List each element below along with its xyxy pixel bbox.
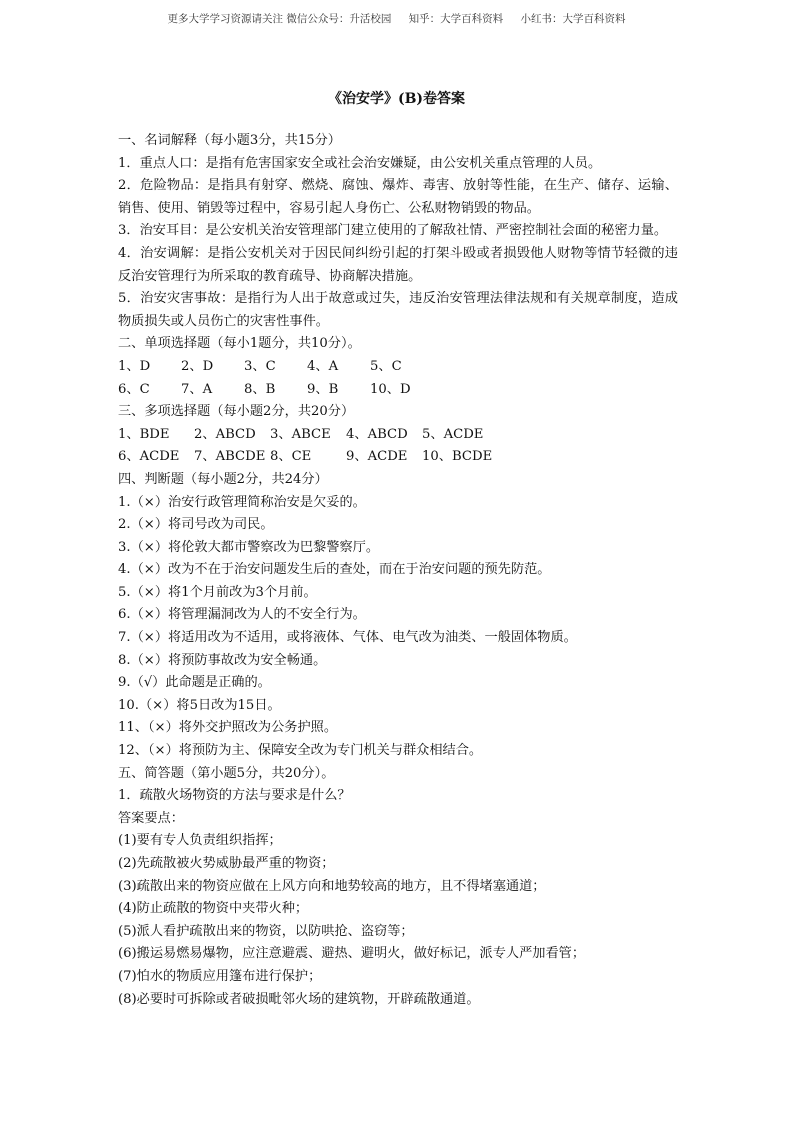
header-wechat-text: 更多大学学习资源请关注 微信公众号：升活校园 <box>167 13 392 25</box>
page-header <box>0 11 793 26</box>
judgment-answer: 7.（×）将适用改为不适用，或将液体、气体、电气改为油类、一般固体物质。 <box>118 630 577 646</box>
term-definition: 1．重点人口：是指有危害国家安全或社会治安嫌疑，由公安机关重点管理的人员。 <box>118 155 602 171</box>
section-heading: 五、简答题（第小题5分，共20分）。 <box>118 765 335 781</box>
answer-point: (4)防止疏散的物资中夹带火种； <box>118 901 309 917</box>
answer-item: 3、ABCE <box>270 426 331 442</box>
judgment-answer: 2.（×）将司号改为司民。 <box>118 517 274 533</box>
answer-item: 7、ABCDE <box>194 449 266 465</box>
answer-item: 3、C <box>244 358 276 374</box>
answer-item: 9、ACDE <box>346 449 408 465</box>
judgment-answer: 3.（×）将伦敦大都市警察改为巴黎警察厅。 <box>118 539 380 555</box>
term-definition: 4．治安调解：是指公安机关对于因民间纠纷引起的打架斗殴或者损毁他人财物等情节轻微的违反治安管理行为所采取的教育疏导、协商解决措施。 <box>118 245 678 284</box>
term-definition: 2．危险物品：是指具有射穿、燃烧、腐蚀、爆炸、毒害、放射等性能，在生产、储存、运输、销售、使用、销毁等过程中，容易引起人身伤亡、公私财物销毁的物品。 <box>118 178 678 216</box>
judgment-answer: 10.（×）将5日改为15日。 <box>118 697 281 713</box>
answer-item: 10、D <box>370 381 411 397</box>
judgment-answer: 11、（×）将外交护照改为公务护照。 <box>118 720 338 736</box>
short-answer-question: 1．疏散火场物资的方法与要求是什么？ <box>118 788 351 804</box>
section-heading: 三、多项选择题（每小题2分，共20分） <box>118 404 355 420</box>
judgment-answer: 1.（×）治安行政管理简称治安是欠妥的。 <box>118 494 366 510</box>
answer-point: (7)怕水的物质应用篷布进行保护； <box>118 968 322 984</box>
answer-item: 5、C <box>370 358 402 374</box>
answer-item: 6、ACDE <box>118 449 180 465</box>
term-definition: 3．治安耳目：是公安机关治安管理部门建立使用的了解敌社情、严密控制社会面的秘密力量。 <box>118 223 668 239</box>
answer-item: 1、D <box>118 358 151 374</box>
section-heading: 一、名词解释（每小题3分，共15分） <box>118 133 341 148</box>
judgment-answer: 4.（×）改为不在于治安问题发生后的查处，而在于治安问题的预先防范。 <box>118 562 551 578</box>
multiple-choice-answers-row <box>118 424 678 447</box>
judgment-answer: 9.（√）此命题是正确的。 <box>118 675 271 691</box>
judgment-answer: 8.（×）将预防事故改为安全畅通。 <box>118 652 327 668</box>
answer-item: 5、ACDE <box>422 426 484 442</box>
document-body <box>118 130 678 1011</box>
answer-point: (8)必要时可拆除或者破损毗邻火场的建筑物，开辟疏散通道。 <box>118 991 480 1007</box>
answer-item: 8、CE <box>270 449 312 465</box>
document-title: 《治安学》(B)卷答案 <box>327 91 466 107</box>
answer-item: 2、ABCD <box>194 426 256 442</box>
judgment-answer: 5.（×）将1个月前改为3个月前。 <box>118 584 317 600</box>
answer-item: 10、BCDE <box>422 449 493 465</box>
answer-point: (5)派人看护疏散出来的物资，以防哄抢、盗窃等； <box>118 923 414 939</box>
answer-label: 答案要点： <box>118 810 184 826</box>
answer-item: 1、BDE <box>118 426 170 442</box>
header-zhihu-text: 知乎：大学百科资料 <box>408 13 504 25</box>
answer-point: (2)先疏散被火势威胁最严重的物资； <box>118 856 335 871</box>
single-choice-answers-row <box>118 379 678 402</box>
answer-item: 4、ABCD <box>346 426 408 442</box>
answer-item: 6、C <box>118 381 150 397</box>
multiple-choice-answers-row <box>118 446 678 469</box>
header-xiaohongshu-text: 小红书：大学百科资料 <box>520 13 626 25</box>
section-heading: 四、判断题（每小题2分，共24分） <box>118 471 328 487</box>
answer-item: 2、D <box>181 358 214 374</box>
answer-point: (1)要有专人负责组织指挥； <box>118 833 282 849</box>
answer-point: (3)疏散出来的物资应做在上风方向和地势较高的地方，且不得堵塞通道； <box>118 878 546 894</box>
judgment-answer: 6.（×）将管理漏洞改为人的不安全行为。 <box>118 607 366 623</box>
answer-item: 7、A <box>181 381 213 397</box>
term-definition: 5．治安灾害事故：是指行为人出于故意或过失，违反治安管理法律法规和有关规章制度，造成物质损失或人员伤亡的灾害性事件。 <box>118 291 678 329</box>
answer-item: 4、A <box>307 358 339 374</box>
judgment-answer: 12、（×）将预防为主、保障安全改为专门机关与群众相结合。 <box>118 743 483 759</box>
answer-item: 8、B <box>244 381 276 397</box>
answer-point: (6)搬运易燃易爆物，应注意避震、避热、避明火，做好标记，派专人严加看管； <box>118 946 586 962</box>
section-heading: 二、单项选择题（每小1题分，共10分）。 <box>118 336 361 352</box>
single-choice-answers-row <box>118 356 678 379</box>
answer-item: 9、B <box>307 381 339 397</box>
